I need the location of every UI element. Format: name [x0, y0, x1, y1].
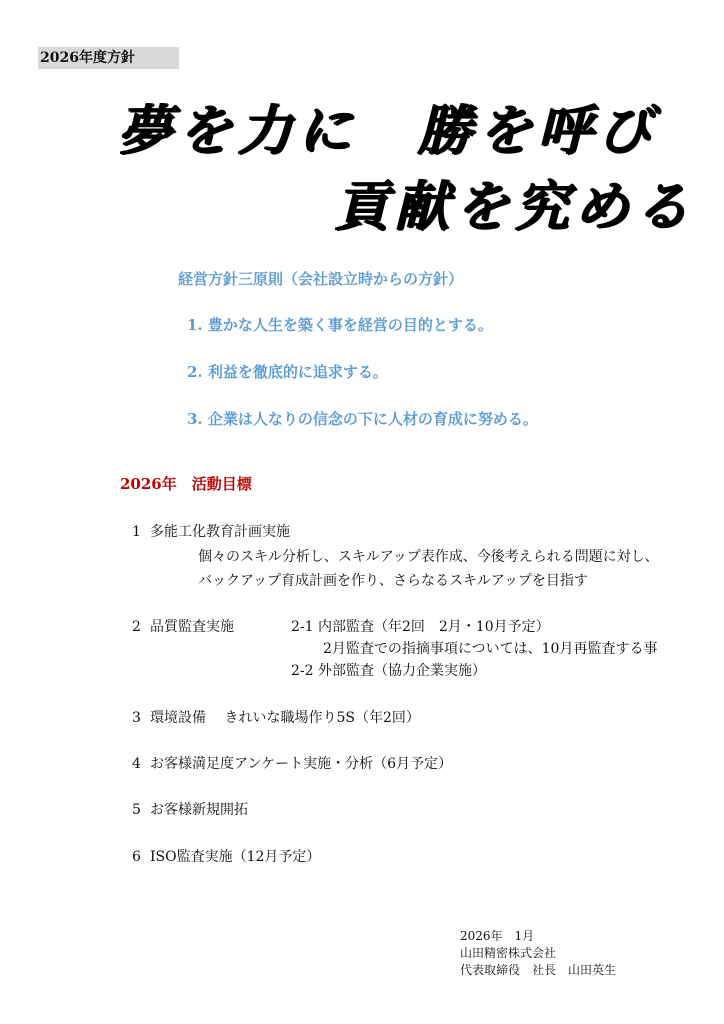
goal-number: 5: [132, 802, 141, 818]
slogan-line-1: 夢を力に 勝を呼び: [118, 98, 658, 162]
principle-item: 2. 利益を徹底的に追求する。: [187, 363, 388, 381]
goal-title: 品質監査実施: [150, 619, 234, 635]
signature-date: 2026年 1月: [460, 929, 535, 943]
goal-title: 環境設備 きれいな職場作り5S（年2回）: [150, 710, 420, 726]
goal-detail: 個々のスキル分析し、スキルアップ表作成、今後考えられる問題に対し、: [198, 549, 659, 565]
fiscal-year-policy-tag: 2026年度方針: [38, 47, 179, 69]
signature-person: 代表取締役 社長 山田英生: [460, 963, 617, 977]
goal-item: [132, 847, 320, 867]
goal-subitem: 2-2 外部監査（協力企業実施）: [291, 663, 486, 679]
goal-item: [132, 800, 248, 820]
goal-title: ISO監査実施（12月予定）: [150, 849, 321, 865]
goal-item: [132, 754, 452, 774]
goal-number: 2: [132, 619, 141, 635]
goal-number: 6: [132, 849, 141, 865]
goal-title: お客様満足度アンケート実施・分析（6月予定）: [150, 756, 453, 772]
goal-number: 3: [132, 710, 141, 726]
principles-title: 経営方針三原則（会社設立時からの方針）: [178, 270, 464, 288]
slogan-line-2: 貢献を究める: [335, 174, 695, 238]
goal-item: [132, 708, 420, 728]
principle-item: 1. 豊かな人生を築く事を経営の目的とする。: [187, 316, 493, 334]
goal-number: 1: [132, 524, 141, 540]
goal-title: 多能工化教育計画実施: [150, 524, 290, 540]
goal-item: [132, 617, 234, 637]
goal-subitem: 2-1 内部監査（年2回 2月・10月予定）: [291, 619, 550, 635]
goal-number: 4: [132, 756, 141, 772]
goal-title: お客様新規開拓: [150, 802, 248, 818]
goal-item: [132, 522, 290, 542]
goal-detail: バックアップ育成計画を作り、さらなるスキルアップを目指す: [198, 573, 588, 589]
goal-subitem-note: 2月監査での指摘事項については、10月再監査する事: [323, 641, 658, 657]
activity-goals-title: 2026年 活動目標: [120, 475, 252, 493]
principle-item: 3. 企業は人なりの信念の下に人材の育成に努める。: [187, 410, 538, 428]
signature-company: 山田精密株式会社: [460, 946, 557, 960]
